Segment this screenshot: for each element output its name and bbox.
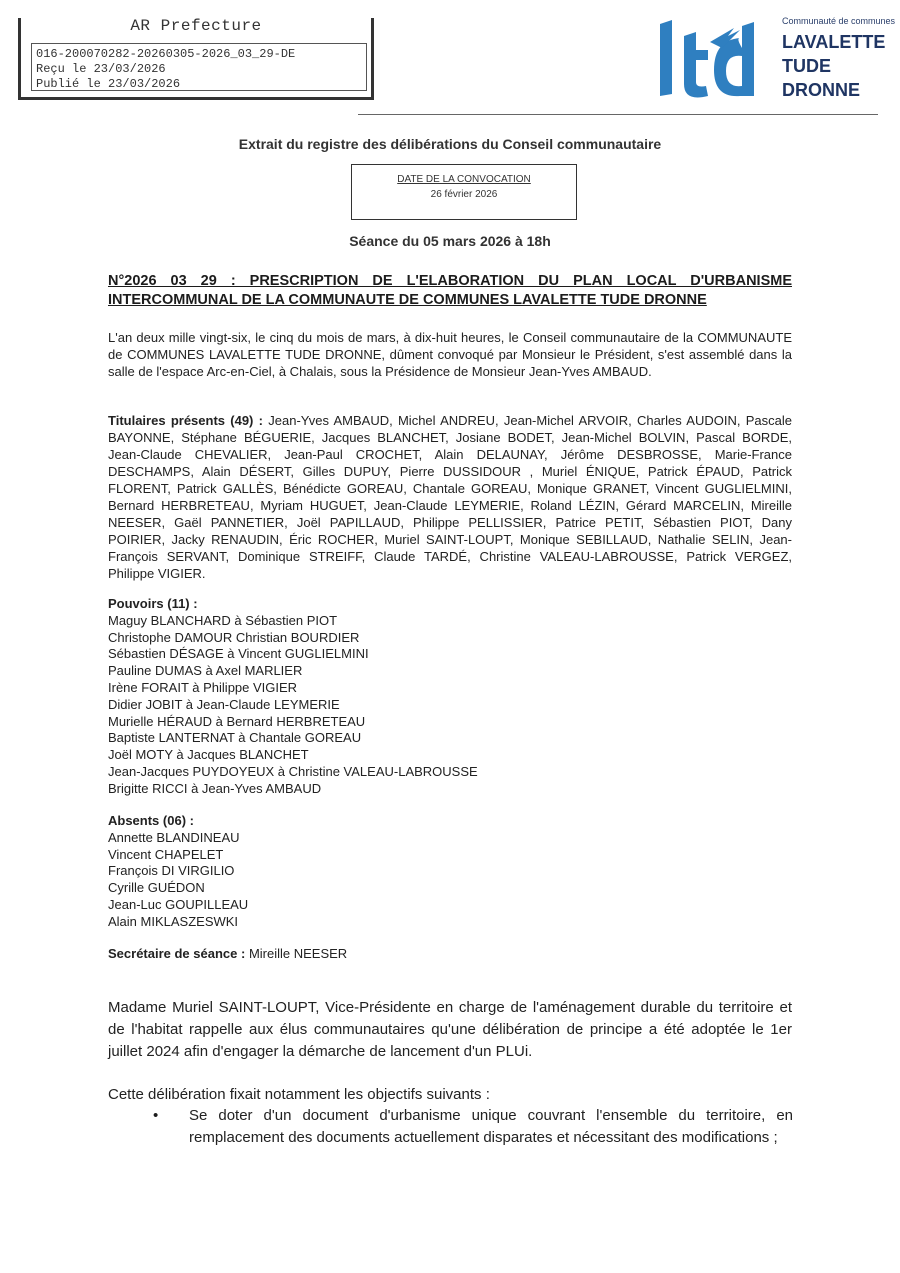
logo-name-line2: TUDE [782, 56, 831, 76]
stamp-publie: Publié le 23/03/2026 [36, 77, 181, 91]
bullet-icon: • [153, 1107, 159, 1124]
list-item: Christophe DAMOUR Christian BOURDIER [108, 629, 360, 645]
list-item: Sébastien DÉSAGE à Vincent GUGLIELMINI [108, 646, 369, 662]
list-item: Brigitte RICCI à Jean-Yves AMBAUD [108, 780, 322, 796]
objective-text: Se doter d'un document d'urbanisme unique couvrant l'ensemble du territoire, en remplacement des documents actuellement disparates et nécessitant des modifications ; [189, 1107, 793, 1146]
absents-section [108, 813, 248, 931]
list-item: Alain MIKLASZESWKI [108, 913, 239, 929]
objective-bullet [153, 1105, 793, 1149]
absents-label: Absents (06) : [108, 813, 194, 828]
stamp-recu: Reçu le 23/03/2026 [36, 62, 166, 76]
header-rule [358, 114, 878, 115]
list-item: Jean-Luc GOUPILLEAU [108, 896, 249, 912]
logo-name [782, 30, 885, 102]
stamp-reference: 016-200070282-20260305-2026_03_29-DE [36, 47, 296, 61]
titulaires-label: Titulaires présents (49) : [108, 413, 263, 428]
extract-heading: Extrait du registre des délibérations du Conseil communautaire [238, 136, 662, 152]
list-item: Vincent CHAPELET [108, 846, 224, 862]
secretaire-name: Mireille NEESER [248, 946, 348, 961]
secretaire-label: Secrétaire de séance : [108, 946, 246, 961]
convocation-box [351, 164, 577, 220]
logo-subtitle: Communauté de communes [782, 16, 896, 26]
secretaire-section [108, 946, 347, 963]
deliberation-title: N°2026 03 29 : PRESCRIPTION DE L'ELABORATION DU PLAN LOCAL D'URBANISME INTERCOMMUNAL DE LA COMMUNAUTE DE COMMUNES LAVALETTE TUDE DRONNE [108, 273, 792, 308]
list-item: Jean-Jacques PUYDOYEUX à Christine VALEAU-LABROUSSE [108, 763, 478, 779]
list-item: Maguy BLANCHARD à Sébastien PIOT [108, 612, 338, 628]
ar-prefecture-stamp [18, 18, 374, 100]
stamp-box [31, 43, 367, 91]
ltd-logo-mark-icon [648, 16, 778, 106]
list-item: Didier JOBIT à Jean-Claude LEYMERIE [108, 696, 340, 712]
list-item: Cyrille GUÉDON [108, 880, 205, 896]
body-paragraph-1: Madame Muriel SAINT-LOUPT, Vice-Présidente en charge de l'aménagement durable du territoire et de l'habitat rappelle aux élus communautaires qu'une délibération de principe a été adoptée le 1er juillet 2024 afin d'engager la démarche de lancement d'un PLUi. [108, 999, 792, 1060]
list-item: Irène FORAIT à Philippe VIGIER [108, 679, 298, 695]
ltd-logo [648, 16, 896, 106]
titulaires-list: Jean-Yves AMBAUD, Michel ANDREU, Jean-Michel ARVOIR, Charles AUDOIN, Pascale BAYONNE, Stéphane BÉGUERIE, Jacques BLANCHET, Josiane BODET, Jean-Michel BOLVIN, Pascal BORDE, Jean-Claude CHEVALIER, Jean-Paul CROCHET, Alain DELAUNAY, Jérôme DESBROSSE, Marie-France DESCHAMPS, Alain DÉSERT, Gilles DUPUY, Pierre DUSSIDOUR , Muriel ÉNIQUE, Patrick ÉPAUD, Patrick FLORENT, Patrick GALLÈS, Bénédicte GOREAU, Chantale GOREAU, Monique GRANET, Vincent GUGLIELMINI, Bernard HERBRETEAU, Myriam HUGUET, Jean-Claude LEYMERIE, Roland LÉZIN, Gérard MARCELIN, Mireille NEESER, Gaël PANNETIER, Joël PAPILLAUD, Philippe PELLISSIER, Patrice PETIT, Sébastien PIOT, Dany POIRIER, Jacky RENAUDIN, Éric ROCHER, Muriel SAINT-LOUPT, Monique SEBILLAUD, Nathalie SELIN, Jean-François SERVANT, Dominique STREIFF, Claude TARDÉ, Christine VALEAU-LABROUSSE, Patrick VERGEZ, Philippe VIGIER. [108, 413, 792, 581]
seance-date: Séance du 05 mars 2026 à 18h [349, 233, 551, 249]
list-item: François DI VIRGILIO [108, 863, 235, 879]
logo-name-line3: DRONNE [782, 80, 861, 100]
list-item: Murielle HÉRAUD à Bernard HERBRETEAU [108, 713, 366, 729]
stamp-title: AR Prefecture [130, 17, 262, 35]
intro-paragraph: L'an deux mille vingt-six, le cinq du mois de mars, à dix-huit heures, le Conseil communautaire de la COMMUNAUTE de COMMUNES LAVALETTE TUDE DRONNE, dûment convoqué par Monsieur le Président, s'est assemblé dans la salle de l'espace Arc-en-Ciel, à Chalais, sous la Présidence de Monsieur Jean-Yves AMBAUD. [108, 330, 792, 379]
convocation-date: 26 février 2026 [430, 189, 498, 200]
titulaires-paragraph [108, 412, 792, 582]
list-item: Annette BLANDINEAU [108, 829, 240, 845]
list-item: Joël MOTY à Jacques BLANCHET [108, 747, 309, 763]
list-item: Baptiste LANTERNAT à Chantale GOREAU [108, 730, 362, 746]
convocation-label: DATE DE LA CONVOCATION [397, 174, 531, 185]
pouvoirs-label: Pouvoirs (11) : [108, 596, 198, 611]
body-paragraph-2: Cette délibération fixait notamment les objectifs suivants : [108, 1086, 490, 1103]
logo-name-line1: LAVALETTE [782, 32, 886, 52]
pouvoirs-section [108, 596, 478, 798]
list-item: Pauline DUMAS à Axel MARLIER [108, 663, 303, 679]
